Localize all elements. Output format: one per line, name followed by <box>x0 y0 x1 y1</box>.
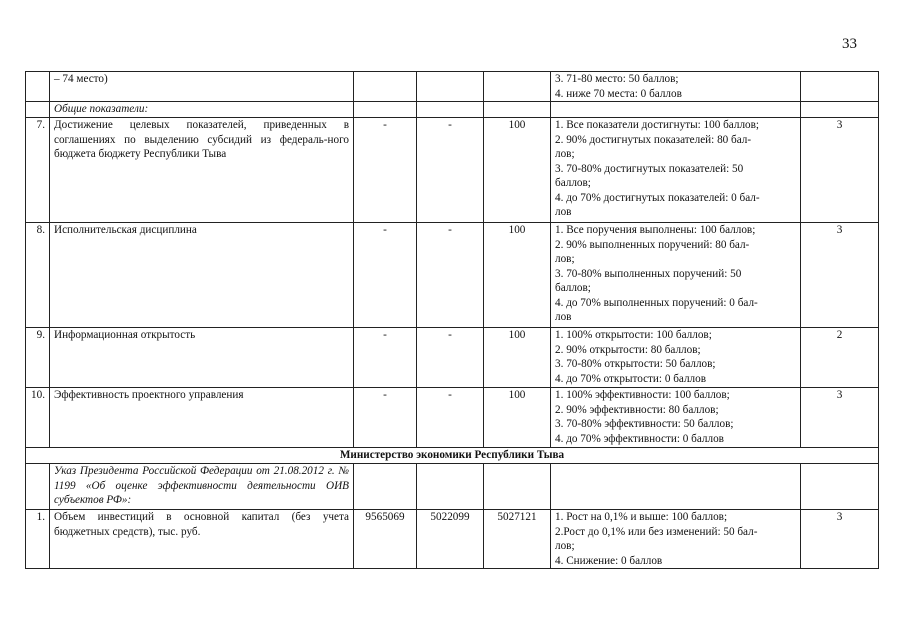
criteria-line: 1. Все поручения выполнены: 100 баллов; <box>555 224 756 236</box>
row-number: 9. <box>26 328 50 388</box>
value-cell: - <box>417 328 484 388</box>
value-cell: - <box>354 328 417 388</box>
criteria-line: 4. ниже 70 места: 0 баллов <box>555 87 682 100</box>
table-row-group-heading <box>26 102 879 118</box>
indicators-table <box>25 71 879 569</box>
weight-cell: 2 <box>801 328 879 388</box>
indicator-name: Объем инвестиций в основной капитал (без учета бюджетных средств), тыс. руб. <box>50 510 354 569</box>
criteria-line: 3. 70-80% эффективности: 50 баллов; <box>555 418 734 430</box>
criteria-line: 4. до 70% эффективности: 0 баллов <box>555 432 724 445</box>
criteria-line: 2. 90% эффективности: 80 баллов; <box>555 403 719 416</box>
criteria-line: 2. 90% выполненных поручений: 80 бал- <box>555 238 750 251</box>
criteria-cell <box>551 388 801 448</box>
indicator-name: – 74 место) <box>50 72 354 102</box>
row-number: 7. <box>26 118 50 223</box>
value-cell: - <box>417 223 484 328</box>
value-cell: - <box>354 118 417 223</box>
table-row-continued <box>26 72 879 102</box>
criteria-cell <box>551 328 801 388</box>
criteria-line: 1. Рост на 0,1% и выше: 100 баллов; <box>555 511 728 523</box>
table-row <box>26 388 879 448</box>
criteria-line: 1. Все показатели достигнуты: 100 баллов; <box>555 119 760 131</box>
indicator-name: Информационная открытость <box>50 328 354 388</box>
criteria-cell <box>551 223 801 328</box>
table-row <box>26 328 879 388</box>
criteria-line: 3. 70-80% достигнутых показателей: 50 <box>555 162 744 175</box>
row-number: 10. <box>26 388 50 448</box>
table-row <box>26 118 879 223</box>
criteria-line: баллов; <box>555 282 591 294</box>
criteria-line: 4. Снижение: 0 баллов <box>555 554 663 567</box>
value-cell: - <box>417 388 484 448</box>
criteria-line: баллов; <box>555 177 591 189</box>
group-heading: Общие показатели: <box>50 102 354 118</box>
row-number: 1. <box>26 510 50 569</box>
value-cell: - <box>354 388 417 448</box>
value-cell: 100 <box>484 328 551 388</box>
criteria-line: лов; <box>555 540 575 552</box>
weight-cell: 3 <box>801 118 879 223</box>
criteria-line: лов <box>555 311 572 323</box>
criteria-line: 1. 100% открытости: 100 баллов; <box>555 329 712 341</box>
criteria-line: лов; <box>555 148 575 160</box>
value-cell: 5027121 <box>484 510 551 569</box>
value-cell: 100 <box>484 223 551 328</box>
criteria-line: 3. 70-80% открытости: 50 баллов; <box>555 358 716 370</box>
criteria-line: 4. до 70% достигнутых показателей: 0 бал- <box>555 191 760 204</box>
criteria-line: 3. 71-80 место: 50 баллов; <box>555 73 679 85</box>
table-row-section <box>26 448 879 464</box>
criteria-cell <box>551 510 801 569</box>
value-cell: 5022099 <box>417 510 484 569</box>
criteria-line: лов; <box>555 253 575 265</box>
criteria-cell <box>551 118 801 223</box>
weight-cell: 3 <box>801 510 879 569</box>
value-cell: - <box>354 223 417 328</box>
criteria-line: 4. до 70% выполненных поручений: 0 бал- <box>555 296 758 309</box>
criteria-line: 3. 70-80% выполненных поручений: 50 <box>555 267 742 280</box>
weight-cell: 3 <box>801 388 879 448</box>
criteria-line: лов <box>555 206 572 218</box>
value-cell: - <box>417 118 484 223</box>
indicator-name: Эффективность проектного управления <box>50 388 354 448</box>
table-row <box>26 510 879 569</box>
criteria-line: 4. до 70% открытости: 0 баллов <box>555 372 707 385</box>
section-title: Министерство экономики Республики Тыва <box>26 448 879 464</box>
criteria-line: 2. 90% достигнутых показателей: 80 бал- <box>555 133 752 146</box>
table-row <box>26 223 879 328</box>
criteria-line: 2. 90% открытости: 80 баллов; <box>555 343 701 356</box>
criteria-line: 2.Рост до 0,1% или без изменений: 50 бал- <box>555 525 758 538</box>
value-cell: 9565069 <box>354 510 417 569</box>
indicator-name: Исполнительская дисциплина <box>50 223 354 328</box>
decree-reference: Указ Президента Российской Федерации от 21.08.2012 г. № 1199 «Об оценке эффективности деятельности ОИВ субъектов РФ»: <box>50 464 354 510</box>
weight-cell: 3 <box>801 223 879 328</box>
indicator-name: Достижение целевых показателей, приведенных в соглашениях по выделению субсидий из федераль-ного бюджета бюджету Республики Тыва <box>50 118 354 223</box>
value-cell: 100 <box>484 118 551 223</box>
criteria-line: 1. 100% эффективности: 100 баллов; <box>555 389 730 401</box>
criteria-cell <box>551 72 801 102</box>
page-number: 33 <box>842 36 857 52</box>
value-cell: 100 <box>484 388 551 448</box>
table-row-decree <box>26 464 879 510</box>
row-number: 8. <box>26 223 50 328</box>
